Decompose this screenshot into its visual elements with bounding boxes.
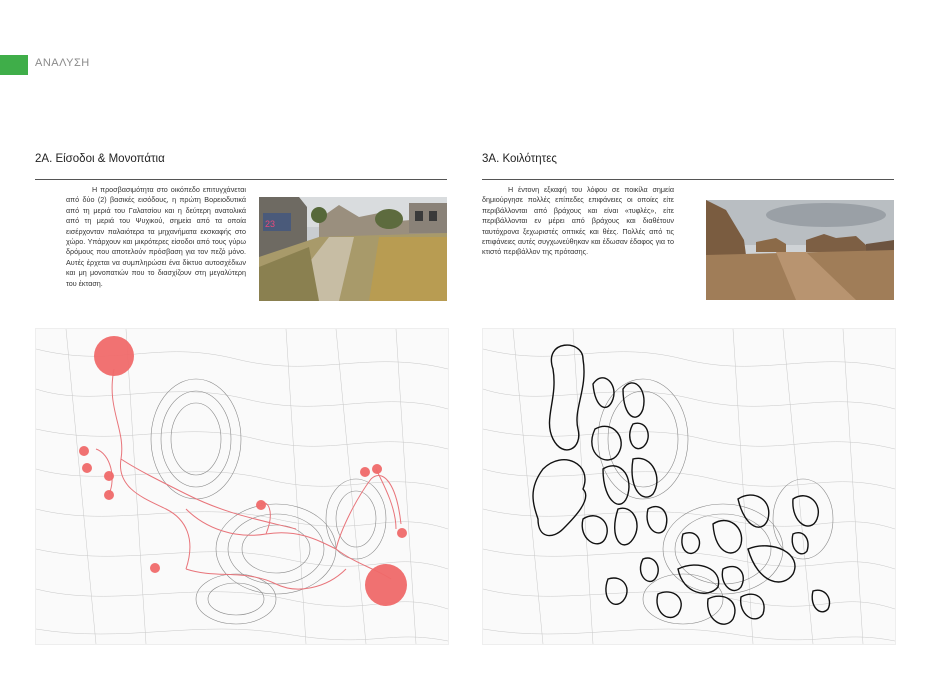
left-title: 2Α. Είσοδοι & Μονοπάτια: [35, 153, 165, 165]
entrances-paths-map: [35, 328, 449, 645]
entrance-point: [79, 446, 89, 456]
cavity-outline: [640, 558, 658, 581]
right-title: 3Α. Κοιλότητες: [482, 153, 557, 165]
entrance-point: [256, 500, 266, 510]
cavity-outline: [793, 496, 818, 526]
cavity-outline: [748, 546, 795, 582]
entrance-point: [104, 490, 114, 500]
entrance-point: [82, 463, 92, 473]
cavity-outline: [812, 590, 829, 612]
cavity-outline: [630, 423, 648, 448]
left-rule: [35, 179, 447, 180]
cavity-outline: [615, 508, 637, 545]
cavity-outline: [606, 578, 627, 604]
entrance-point: [360, 467, 370, 477]
cavity-outline: [738, 495, 769, 527]
main-entrance-east: [365, 564, 407, 606]
cavity-outline: [647, 507, 667, 533]
cavity-outline: [632, 458, 657, 497]
quarry-path-photo: [259, 197, 447, 301]
entrance-point: [104, 471, 114, 481]
cavity-outline: [549, 345, 584, 450]
graffiti-text: 23: [265, 219, 276, 229]
cavity-outline: [722, 567, 743, 591]
entrance-point: [150, 563, 160, 573]
cavities-map: [482, 328, 896, 645]
section-tab: [0, 55, 28, 75]
cavity-outline: [592, 426, 621, 460]
cavity-outline: [708, 596, 735, 624]
cavity-outline: [657, 592, 681, 618]
entrance-point: [372, 464, 382, 474]
right-paragraph: Η έντονη εξκαφή του λόφου σε ποικίλα σημεία δημιούργησε πολλές επίπεδες επιφάνειες οι οποίες είτε περιβάλλονται από βράχους και είναι «τυφλές», είτε περιβάλλονται εν μέρει από βράχους και διαθέτουν ταυτόχρονα ξεχωριστές οπτικές και θέες. Πολλές από τις επιφάνειες αυτές συγχωνεύθηκαν και έδωσαν έδαφος για το κτιστό περιβάλλον της πρότασης.: [482, 185, 674, 257]
cavity-outline: [713, 521, 742, 553]
cavity-outline: [682, 533, 700, 554]
right-rule: [482, 179, 894, 180]
cavity-outline: [792, 533, 808, 554]
cavity-outline: [603, 466, 629, 504]
entrance-point: [397, 528, 407, 538]
quarry-cavity-photo: [706, 200, 894, 300]
main-entrance-nw: [94, 336, 134, 376]
cavity-outline: [623, 383, 644, 417]
cavity-outline: [741, 594, 764, 619]
section-label: ΑΝΑΛΥΣΗ: [35, 57, 90, 69]
left-paragraph: Η προσβασιμότητα στο οικόπεδο επιτυγχάνεται από δύο (2) βασικές εισόδους, η πρώτη Βορειοδυτικά από τη μεριά του Γαλατσίου και η δεύτερη ανατολικά από τη μεριά του Ψυχικού, σημεία από τα οποία εισέρχονταν παλαιότερα τα μηχανήματα εκσκαφής στο χώρο. Υπάρχουν και μικρότερες είσοδοι από τους γύρω δρόμους που αποτελούν πρόσβαση για τον πεζό μόνο. Αυτές έρχεται να συμπληρώσει ένα δίκτυο αυτοσχέδιων και μη μονοπατιών που το διασχίζουν στη μεγαλύτερη του έκταση.: [66, 185, 246, 288]
cavity-outline: [533, 460, 586, 536]
